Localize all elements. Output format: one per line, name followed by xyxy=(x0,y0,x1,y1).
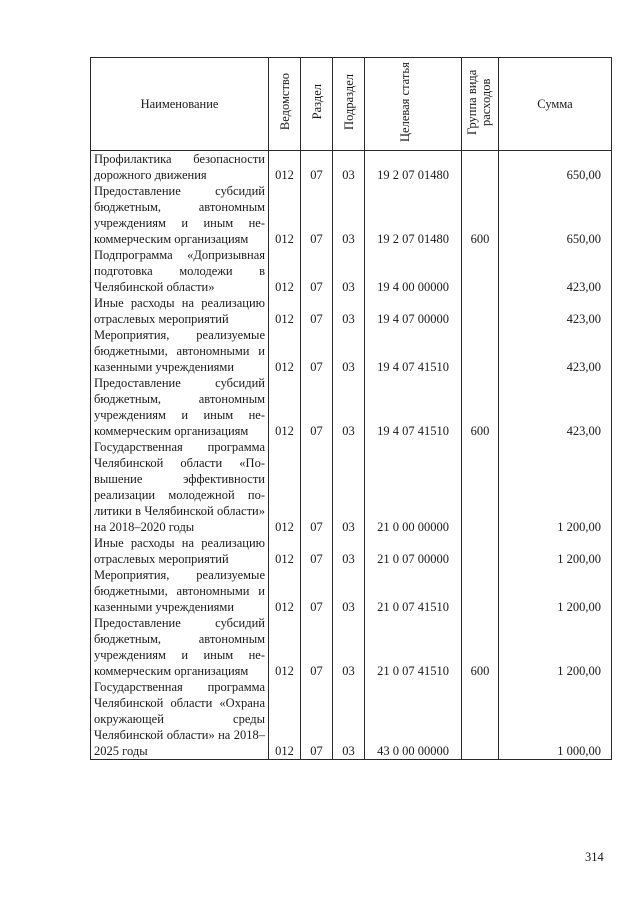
header-razdel: Раздел xyxy=(301,58,333,151)
row-gruppa-cell: 600 xyxy=(462,375,499,439)
row-vedomstvo-cell: 012 xyxy=(269,439,301,535)
row-name-cell: Мероприятия, реализуемые бюджетными, автономными и казенными учреждениями xyxy=(91,567,269,615)
row-celevaya-statya-cell: 19 4 07 00000 xyxy=(365,295,462,327)
row-podrazdel-cell: 03 xyxy=(333,439,365,535)
row-gruppa-cell xyxy=(462,247,499,295)
row-summa-cell: 1 200,00 xyxy=(499,615,612,679)
row-vedomstvo-cell: 012 xyxy=(269,247,301,295)
row-podrazdel-cell: 03 xyxy=(333,375,365,439)
row-celevaya-statya-cell: 21 0 00 00000 xyxy=(365,439,462,535)
page-number: 314 xyxy=(585,850,604,864)
row-name-cell: Иные расходы на реализацию отраслевых мероприятий xyxy=(91,535,269,567)
row-podrazdel-cell: 03 xyxy=(333,247,365,295)
row-podrazdel-cell: 03 xyxy=(333,535,365,567)
row-razdel-cell: 07 xyxy=(301,151,333,184)
row-razdel-cell: 07 xyxy=(301,439,333,535)
row-gruppa-cell xyxy=(462,151,499,184)
row-razdel-cell: 07 xyxy=(301,327,333,375)
row-razdel-cell: 07 xyxy=(301,183,333,247)
row-gruppa-cell: 600 xyxy=(462,615,499,679)
row-vedomstvo-cell: 012 xyxy=(269,535,301,567)
row-vedomstvo-cell: 012 xyxy=(269,295,301,327)
table-row xyxy=(91,567,612,615)
row-razdel-cell: 07 xyxy=(301,615,333,679)
row-podrazdel-cell: 03 xyxy=(333,327,365,375)
header-vedomstvo: Ведомство xyxy=(269,58,301,151)
row-razdel-cell: 07 xyxy=(301,535,333,567)
row-celevaya-statya-cell: 19 2 07 01480 xyxy=(365,183,462,247)
row-gruppa-cell xyxy=(462,679,499,760)
row-gruppa-cell xyxy=(462,327,499,375)
table-row xyxy=(91,615,612,679)
row-podrazdel-cell: 03 xyxy=(333,295,365,327)
row-name-cell: Иные расходы на реализацию отраслевых мероприятий xyxy=(91,295,269,327)
row-gruppa-cell: 600 xyxy=(462,183,499,247)
row-razdel-cell: 07 xyxy=(301,679,333,760)
row-podrazdel-cell: 03 xyxy=(333,679,365,760)
row-vedomstvo-cell: 012 xyxy=(269,327,301,375)
header-gruppa-vida-raskhodov: Группа вида расходов xyxy=(462,58,499,151)
row-gruppa-cell xyxy=(462,295,499,327)
row-celevaya-statya-cell: 19 2 07 01480 xyxy=(365,151,462,184)
row-summa-cell: 1 000,00 xyxy=(499,679,612,760)
row-razdel-cell: 07 xyxy=(301,375,333,439)
row-celevaya-statya-cell: 21 0 07 00000 xyxy=(365,535,462,567)
row-podrazdel-cell: 03 xyxy=(333,567,365,615)
row-summa-cell: 1 200,00 xyxy=(499,439,612,535)
row-summa-cell: 1 200,00 xyxy=(499,535,612,567)
row-name-cell: Предоставление субсидий бюджетным, автономным учреждениям и иным некоммерческим организациям xyxy=(91,375,269,439)
row-celevaya-statya-cell: 21 0 07 41510 xyxy=(365,567,462,615)
row-gruppa-cell xyxy=(462,439,499,535)
row-summa-cell: 423,00 xyxy=(499,247,612,295)
row-podrazdel-cell: 03 xyxy=(333,183,365,247)
table-row xyxy=(91,375,612,439)
row-podrazdel-cell: 03 xyxy=(333,615,365,679)
row-gruppa-cell xyxy=(462,535,499,567)
row-name-cell: Государственная программа Челябинской области «Охрана окружающей среды Челябинской области» на 2018–2025 годы xyxy=(91,679,269,760)
row-summa-cell: 423,00 xyxy=(499,327,612,375)
header-podrazdel: Подраздел xyxy=(333,58,365,151)
table-row xyxy=(91,151,612,184)
table-row xyxy=(91,439,612,535)
table-row xyxy=(91,679,612,760)
table-row xyxy=(91,183,612,247)
row-gruppa-cell xyxy=(462,567,499,615)
row-celevaya-statya-cell: 19 4 00 00000 xyxy=(365,247,462,295)
row-razdel-cell: 07 xyxy=(301,567,333,615)
row-name-cell: Предоставление субсидий бюджетным, автономным учреждениям и иным некоммерческим организациям xyxy=(91,615,269,679)
row-razdel-cell: 07 xyxy=(301,247,333,295)
row-name-cell: Подпрограмма «Допризывная подготовка молодежи в Челябинской области» xyxy=(91,247,269,295)
row-summa-cell: 650,00 xyxy=(499,183,612,247)
row-name-cell: Мероприятия, реализуемые бюджетными, автономными и казенными учреждениями xyxy=(91,327,269,375)
row-razdel-cell: 07 xyxy=(301,295,333,327)
table-row xyxy=(91,535,612,567)
row-vedomstvo-cell: 012 xyxy=(269,679,301,760)
row-summa-cell: 1 200,00 xyxy=(499,567,612,615)
row-vedomstvo-cell: 012 xyxy=(269,615,301,679)
row-vedomstvo-cell: 012 xyxy=(269,183,301,247)
header-celevaya-statya: Целевая статья xyxy=(365,58,462,151)
row-summa-cell: 423,00 xyxy=(499,375,612,439)
row-vedomstvo-cell: 012 xyxy=(269,151,301,184)
table-row xyxy=(91,295,612,327)
row-vedomstvo-cell: 012 xyxy=(269,375,301,439)
row-name-cell: Профилактика безопасности дорожного движения xyxy=(91,151,269,184)
row-podrazdel-cell: 03 xyxy=(333,151,365,184)
table-row xyxy=(91,327,612,375)
table-header-row xyxy=(91,58,612,151)
row-name-cell: Предоставление субсидий бюджетным, автономным учреждениям и иным некоммерческим организациям xyxy=(91,183,269,247)
row-name-cell: Государственная программа Челябинской области «Повышение эффективности реализации молодежной политики в Челябинской области» на 2018–2020 годы xyxy=(91,439,269,535)
row-celevaya-statya-cell: 19 4 07 41510 xyxy=(365,375,462,439)
budget-table xyxy=(90,57,612,760)
header-summa: Сумма xyxy=(499,58,612,151)
row-summa-cell: 423,00 xyxy=(499,295,612,327)
row-celevaya-statya-cell: 21 0 07 41510 xyxy=(365,615,462,679)
row-vedomstvo-cell: 012 xyxy=(269,567,301,615)
header-name: Наименование xyxy=(91,58,269,151)
row-celevaya-statya-cell: 43 0 00 00000 xyxy=(365,679,462,760)
table-row xyxy=(91,247,612,295)
row-celevaya-statya-cell: 19 4 07 41510 xyxy=(365,327,462,375)
row-summa-cell: 650,00 xyxy=(499,151,612,184)
